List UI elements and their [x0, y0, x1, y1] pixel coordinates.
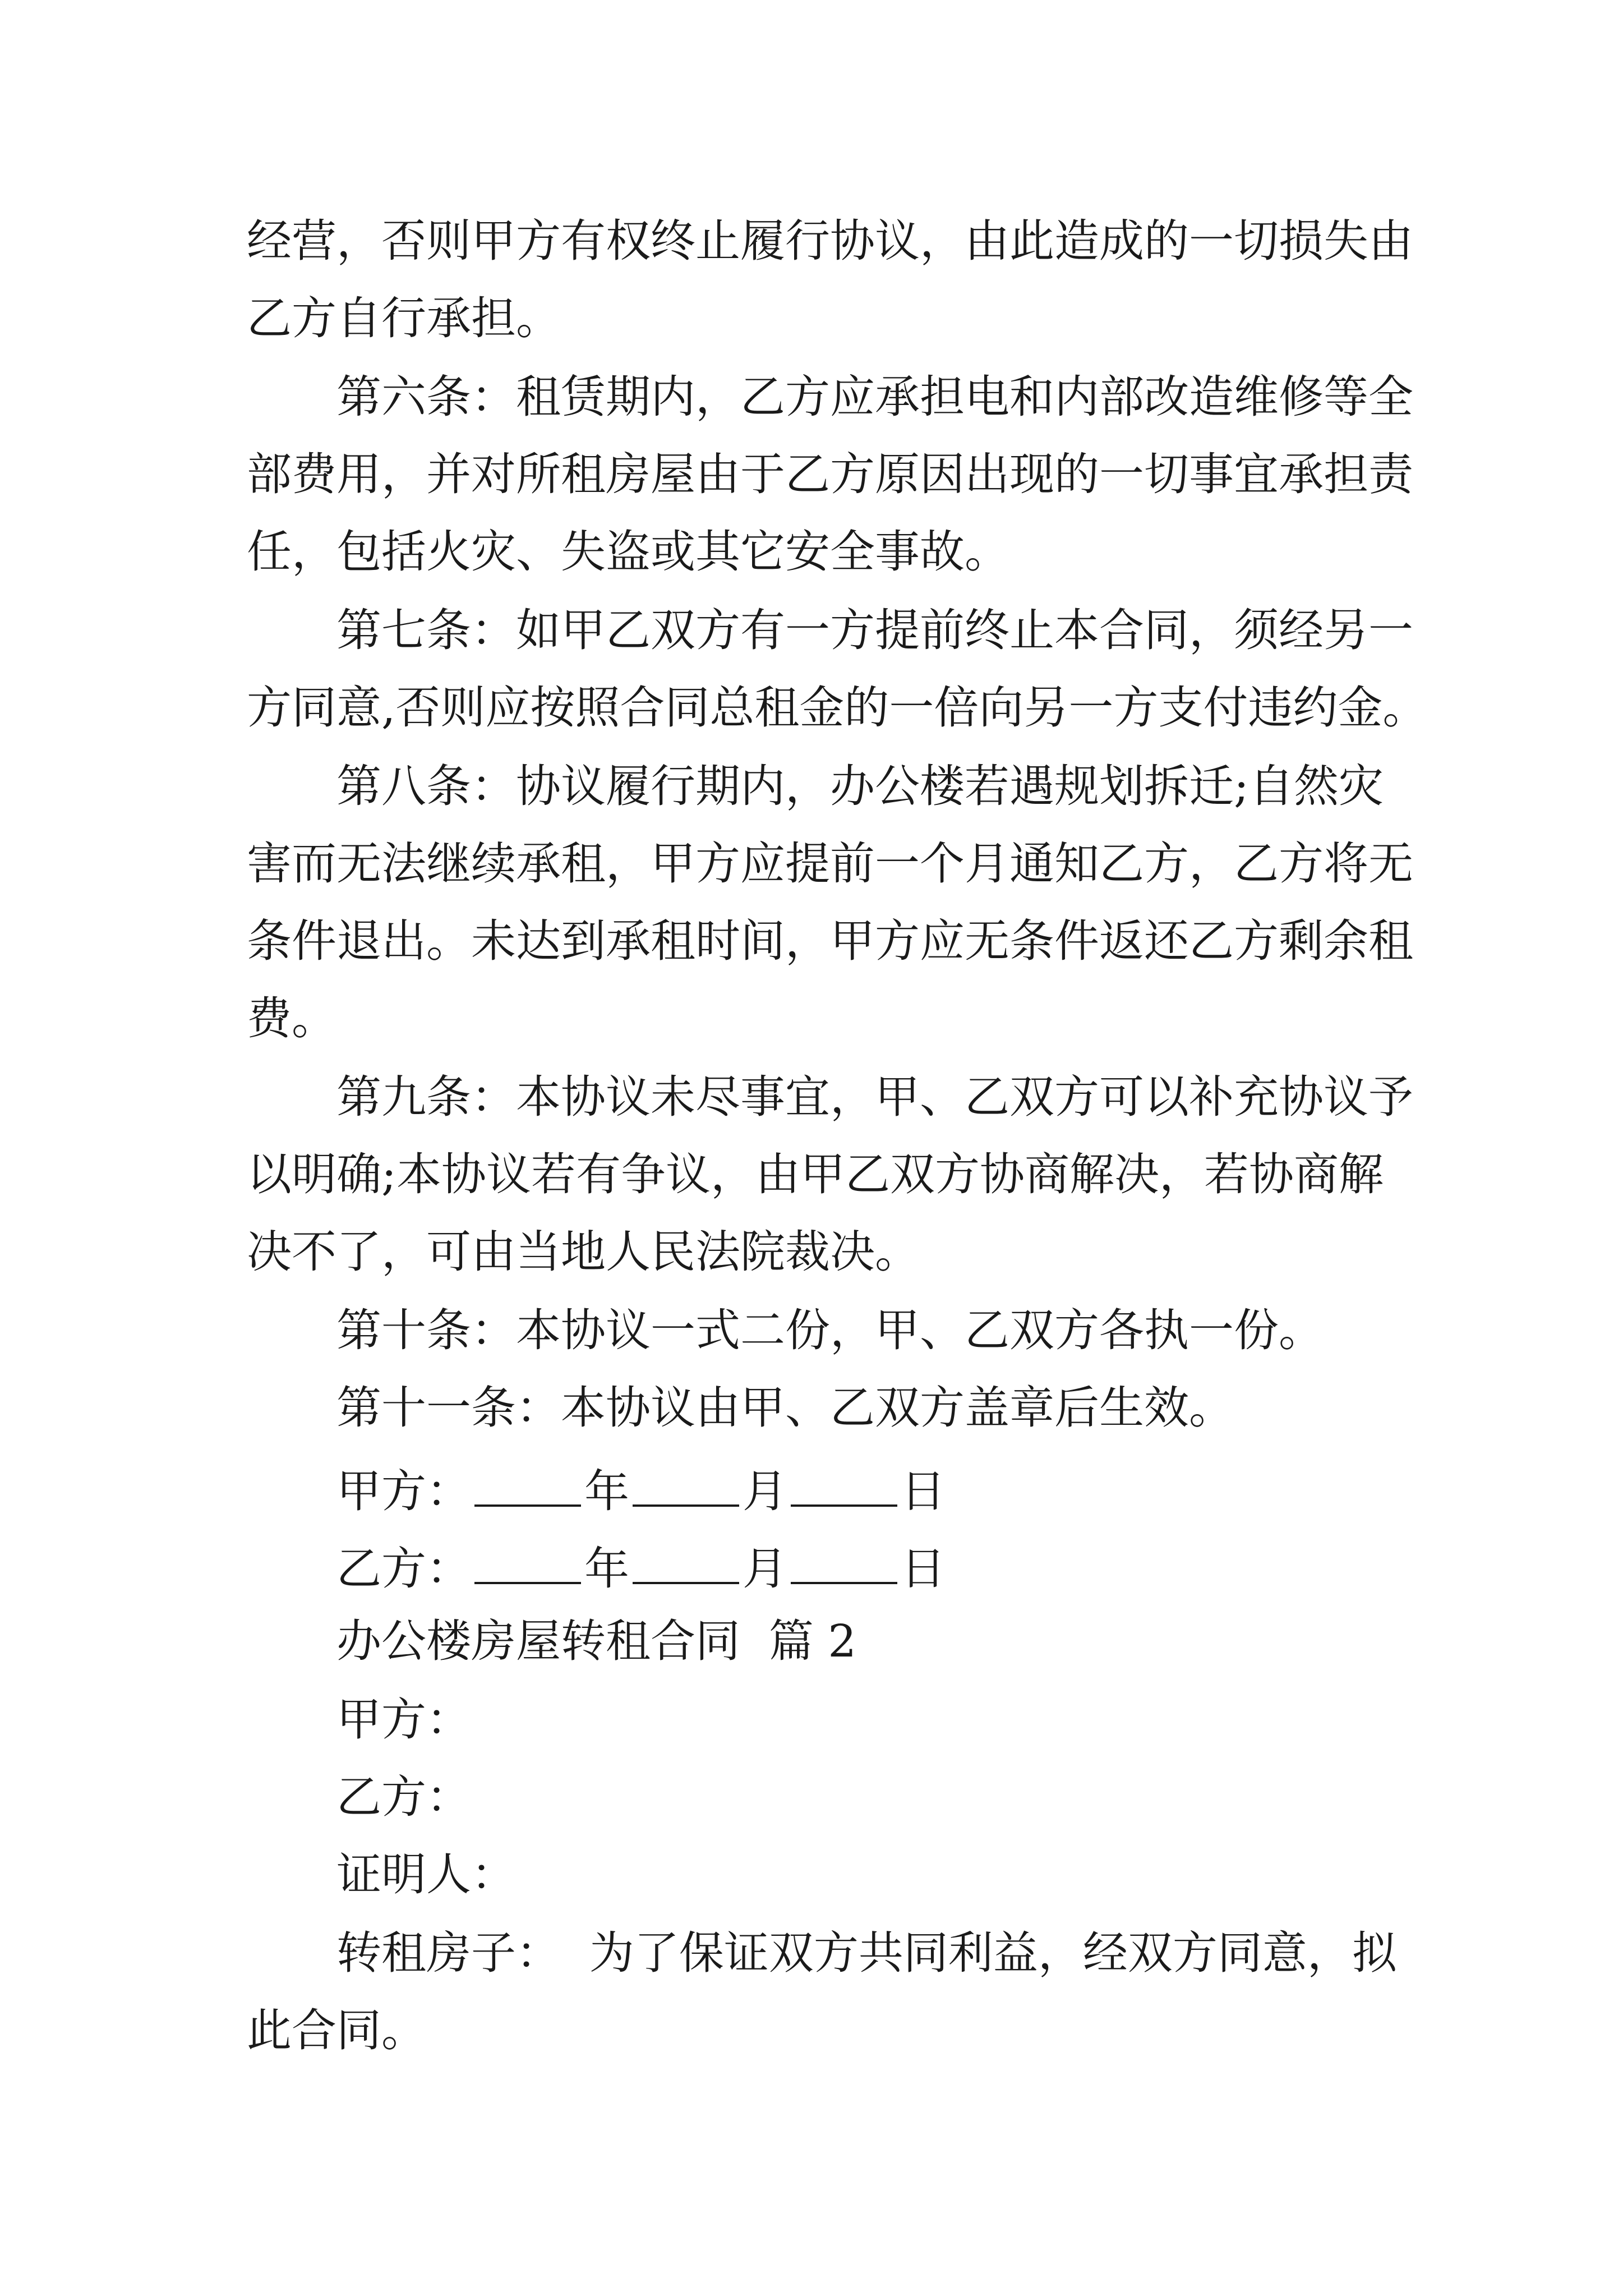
month-label: 月 — [743, 1465, 787, 1517]
month-blank — [633, 1542, 739, 1584]
article-8-line: 条件退出。未达到承租时间，甲方应无条件返还乙方剩余租 — [247, 915, 1413, 967]
party-b-label: 乙方： — [336, 1771, 471, 1823]
article-7-line: 方同意,否则应按照合同总租金的一倍向另一方支付违约金。 — [247, 682, 1428, 734]
witness-label: 证明人： — [336, 1848, 516, 1901]
article-6-line: 任，包括火灾、失盗或其它安全事故。 — [247, 526, 1009, 578]
sublease-line: 此合同。 — [247, 2004, 426, 2056]
article-7-line: 第七条：如甲乙双方有一方提前终止本合同，须经另一 — [336, 604, 1413, 656]
day-blank — [791, 1542, 897, 1584]
article-11: 第十一条：本协议由甲、乙双方盖章后生效。 — [336, 1382, 1234, 1434]
paragraph-line: 乙方自行承担。 — [247, 292, 561, 344]
year-blank — [474, 1542, 581, 1584]
section-heading: 办公楼房屋转租合同 篇 2 — [336, 1615, 857, 1667]
year-blank — [474, 1464, 581, 1507]
article-6-line: 部费用，并对所租房屋由于乙方原因出现的一切事宜承担责 — [247, 448, 1413, 500]
article-9-line: 决不了，可由当地人民法院裁决。 — [247, 1226, 920, 1278]
signature-party-b — [336, 1542, 946, 1595]
article-9-line: 以明确;本协议若有争议，由甲乙双方协商解决，若协商解 — [247, 1148, 1384, 1200]
article-8-line: 害而无法继续承租，甲方应提前一个月通知乙方，乙方将无 — [247, 838, 1413, 890]
sublease-line: 转租房子： 为了保证双方共同利益，经双方同意，拟 — [336, 1927, 1397, 1979]
party-a-label: 甲方： — [336, 1694, 471, 1746]
signature-label: 甲方： — [336, 1465, 471, 1517]
paragraph-line: 经营，否则甲方有权终止履行协议，由此造成的一切损失由 — [247, 215, 1413, 267]
signature-party-a — [336, 1464, 946, 1517]
article-8-line: 第八条：协议履行期内，办公楼若遇规划拆迁;自然灾 — [336, 760, 1384, 812]
day-label: 日 — [901, 1465, 946, 1517]
year-label: 年 — [584, 1465, 629, 1517]
month-label: 月 — [743, 1543, 787, 1595]
article-8-line: 费。 — [247, 992, 336, 1045]
year-label: 年 — [584, 1543, 629, 1595]
day-label: 日 — [901, 1543, 946, 1595]
month-blank — [633, 1464, 739, 1507]
signature-label: 乙方： — [336, 1543, 471, 1595]
article-10: 第十条：本协议一式二份，甲、乙双方各执一份。 — [336, 1304, 1324, 1356]
article-6-line: 第六条：租赁期内，乙方应承担电和内部改造维修等全 — [336, 371, 1413, 423]
day-blank — [791, 1464, 897, 1507]
article-9-line: 第九条：本协议未尽事宜，甲、乙双方可以补充协议予 — [336, 1071, 1413, 1123]
